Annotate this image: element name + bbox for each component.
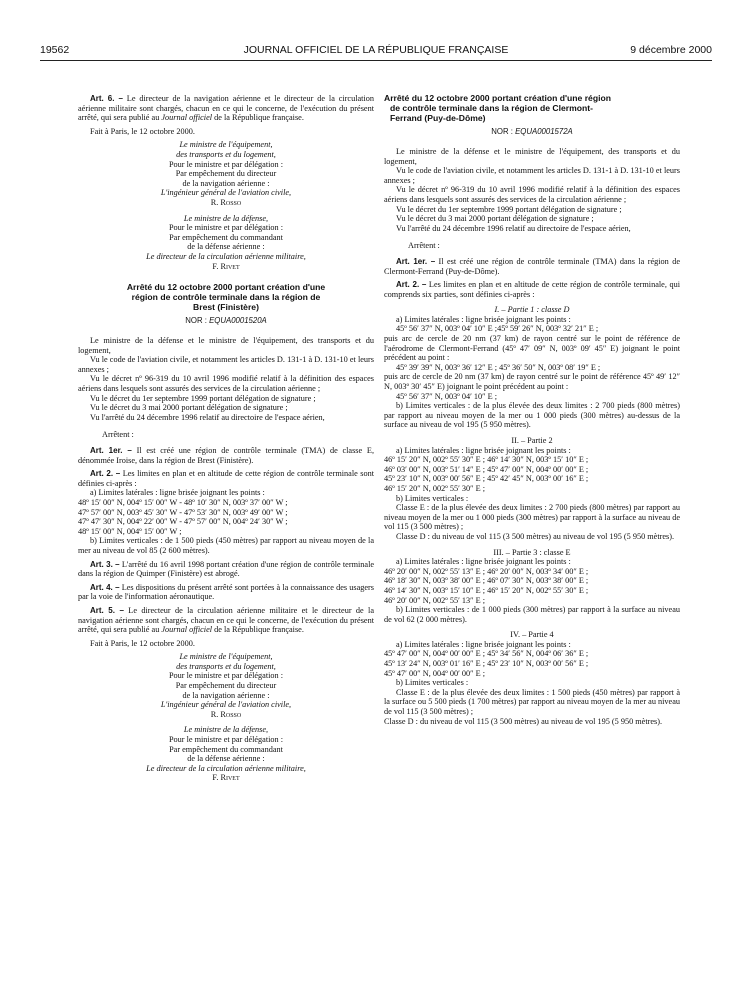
part-4-points: 45º 47′ 00″ N, 004º 00′ 00″ E ; 45º 34′ 56″ N, 004º 06′ 36″ E ; 45º 13′ 24″ N, 003º 01′ 16″ E ; 45º 23′ 10″ N, 003º 00′ 56″ E ; 45º 47′ 00″ N, 004º 00′ 00″ E ; bbox=[384, 649, 589, 678]
part-2-vertical: b) Limites verticales : bbox=[396, 493, 469, 503]
part-1-arc-2: puis arc de cercle de 20 nm (37 km) de rayon centré sur le point de référence 45º 49′ 12″ N, 003º 30′ 45″ E) joignant le point précédent au point : bbox=[384, 372, 680, 392]
part-1-arc-1: puis arc de cercle de 20 nm (37 km) de rayon centré sur le point de référence de l'aérodrome de Clermont-Ferrand (45º 47′ 09″ N, 003º 09′ 45″ E) joignant le point précédent au point : bbox=[384, 334, 680, 363]
decree-title-brest: Arrêté du 12 octobre 2000 portant création d'une région de contrôle terminale dans la région de Brest (Finistère) bbox=[126, 282, 326, 312]
part-4-vertical: b) Limites verticales : bbox=[396, 678, 469, 688]
page-header bbox=[40, 44, 712, 60]
part-4-classe-d: Classe D : du niveau de vol 115 (3 500 mètres) au niveau de vol 195 (5 950 mètres). bbox=[384, 716, 663, 726]
right-column bbox=[384, 94, 680, 726]
journal-title: JOURNAL OFFICIEL DE LA RÉPUBLIQUE FRANÇAISE bbox=[243, 44, 509, 56]
decree-title-clermont: Arrêté du 12 octobre 2000 portant création d'une région de contrôle terminale dans la région de Clermont- Ferrand (Puy-de-Dôme) bbox=[384, 93, 611, 123]
signature-equipement: Le ministre de l'équipement, des transports et du logement, Pour le ministre et par délégation : Par empêchement du directeur de la navigation aérienne : L'ingénieur général de l'aviation civile, R. Rosso bbox=[160, 140, 292, 207]
part-3-lateral: a) Limites latérales : ligne brisée joignant les points : bbox=[396, 557, 571, 567]
part-3-vertical: b) Limites verticales : de 1 000 pieds (300 mètres) par rapport à la surface au niveau de vol 62 (2 000 mètres). bbox=[384, 605, 680, 624]
article-2: Art. 2. – Les limites en plan et en altitude de cette région de contrôle terminale sont définies ci-après : bbox=[78, 469, 375, 488]
part-2-points: 46º 15′ 20″ N, 002º 55′ 30″ E ; 46º 14′ 30″ N, 003º 15′ 10″ E ; 46º 03′ 00″ N, 003º 51′ 14″ E ; 45º 47′ 00″ N, 004º 00′ 00″ E ; 45º 23′ 10″ N, 003º 00′ 56″ E ; 45º 42′ 45″ N, 003º 00′ 16″ E ; 46º 15′ 20″ N, 002º 55′ 30″ E ; bbox=[384, 455, 589, 493]
preamble: Le ministre de la défense et le ministre de l'équipement, des transports et du logement, Vu le code de l'aviation civile, et notamment les articles D. 131-1 à D. 131-10 et leurs annexes ; Vu le décret nº 96-319 du 10 avril 1996 modifié relatif à la définition des espaces aériens dans lesquels sont assurés des services de la circulation aérienne ; Vu le décret du 1er septembre 1999 portant délégation de signature ; Vu le décret du 3 mai 2000 portant délégation de signature ; Vu l'arrêté du 24 décembre 1996 relatif au directoire de l'espace aérien, bbox=[78, 336, 374, 422]
part-4-lateral: a) Limites latérales : ligne brisée joignant les points : bbox=[396, 639, 571, 649]
arretent-2: Arrêtent : bbox=[408, 241, 440, 251]
part-1-points-3: 45º 56′ 37″ N, 003º 04′ 10″ E ; bbox=[396, 391, 498, 401]
part-1-vertical: b) Limites verticales : de la plus élevée des deux limites : 2 700 pieds (800 mètres) par rapport au niveau moyen de la mer ou 1 000 pieds (300 mètres) au-dessus de la surface au niveau de vol 195 (5 950 mètres). bbox=[384, 401, 680, 430]
article-5: Art. 5. – Le directeur de la circulation aérienne militaire et le directeur de la navigation aérienne sont chargés, chacun en ce qui le concerne, de l'exécution du présent arrêté, qui sera publié au Journal officiel de la République française. bbox=[78, 605, 375, 635]
nor-reference-2: NOR : EQUA0001572A bbox=[491, 127, 573, 137]
part-4-title: IV. – Partie 4 bbox=[510, 630, 554, 640]
part-3-points: 46º 20′ 00″ N, 002º 55′ 13″ E ; 46º 20′ 00″ N, 003º 34′ 00″ E ; 46º 18′ 30″ N, 003º 38′ 00″ E ; 46º 07′ 30″ N, 003º 38′ 00″ E ; 46º 14′ 30″ N, 003º 15′ 10″ E ; 46º 15′ 20″ N, 002º 55′ 30″ E ; 46º 20′ 00″ N, 002º 55′ 13″ E ; bbox=[384, 566, 589, 605]
lateral-limits: a) Limites latérales : ligne brisée joignant les points : bbox=[90, 488, 265, 498]
part-1-lateral: a) Limites latérales : ligne brisée joignant les points : bbox=[396, 314, 571, 324]
header-rule bbox=[40, 60, 712, 61]
fait-a-paris-2: Fait à Paris, le 12 octobre 2000. bbox=[90, 638, 195, 648]
signature-defense-2: Le ministre de la défense, Pour le ministre et par délégation : Par empêchement du commandant de la défense aérienne : Le directeur de la circulation aérienne militaire, F. Rivet bbox=[146, 725, 306, 783]
article-4: Art. 4. – Les dispositions du présent arrêté sont portées à la connaissance des usagers par la voie de l'information aéronautique. bbox=[78, 582, 375, 602]
part-2-lateral: a) Limites latérales : ligne brisée joignant les points : bbox=[396, 445, 571, 455]
part-2-title: II. – Partie 2 bbox=[511, 436, 553, 446]
signature-defense: Le ministre de la défense, Pour le ministre et par délégation : Par empêchement du commandant de la défense aérienne : Le directeur de la circulation aérienne militaire, F. Rivet bbox=[146, 213, 306, 271]
article-2-clermont: Art. 2. – Les limites en plan et en altitude de cette région de contrôle terminale, qui comprends six parties, sont définies ci-après : bbox=[384, 280, 681, 299]
nor-reference: NOR : EQUA0001520A bbox=[185, 316, 267, 326]
points-list: 48º 15′ 00″ N, 004º 15′ 00″ W - 48º 10′ 30″ N, 003º 37′ 00″ W ; 47º 57′ 00″ N, 003º 45′ 30″ W - 47º 53′ 30″ N, 003º 49′ 00″ W ; 47º 47′ 30″ N, 004º 22′ 00″ W - 47º 57′ 00″ N, 004º 24′ 30″ W ; 48º 15′ 00″ N, 004º 15′ 00″ W ; bbox=[78, 497, 288, 536]
article-3: Art. 3. – L'arrêté du 16 avril 1998 portant création d'une région de contrôle terminale dans la région de Quimper (Finistère) est abrogé. bbox=[78, 559, 375, 579]
part-2-classe-e: Classe E : de la plus élevée des deux limites : 2 700 pieds (800 mètres) par rapport au niveau moyen de la mer ou 1 000 pieds (300 mètres) par rapport à la surface au niveau de vol 115 (3 500 mètres) ; bbox=[384, 503, 680, 532]
part-4-classe-e: Classe E : de la plus élevée des deux limites : 1 500 pieds (450 mètres) par rapport à la surface ou 5 500 pieds (1 700 mètres) par rapport au niveau moyen de la mer au niveau de vol 115 (3 500 mètres) ; bbox=[384, 687, 680, 717]
arretent: Arrêtent : bbox=[102, 430, 134, 440]
fait-a-paris: Fait à Paris, le 12 octobre 2000. bbox=[90, 126, 195, 136]
issue-date: 9 décembre 2000 bbox=[630, 44, 712, 56]
article-1: Art. 1er. – Il est créé une région de contrôle terminale (TMA) de classe E, dénommée Iroise, dans la région de Brest (Finistère). bbox=[78, 446, 375, 465]
part-2-classe-d: Classe D : du niveau de vol 115 (3 500 mètres) au niveau de vol 195 (5 950 mètres). bbox=[396, 531, 675, 541]
part-1-title: I. – Partie 1 : classe D bbox=[494, 305, 570, 315]
page-number: 19562 bbox=[40, 44, 70, 56]
preamble-2: Le ministre de la défense et le ministre de l'équipement, des transports et du logement, Vu le code de l'aviation civile, et notamment les articles D. 131-1 à D. 131-10 et leurs annexes ; Vu le décret nº 96-319 du 10 avril 1996 modifié relatif à la définition des espaces aériens dans lesquels sont assurés des services de la circulation aérienne ; Vu le décret du 1er septembre 1999 portant délégation de signature ; Vu le décret du 3 mai 2000 portant délégation de signature ; Vu l'arrêté du 24 décembre 1996 relatif au directoire de l'espace aérien, bbox=[384, 146, 680, 233]
part-1-points-2: 45º 39′ 39″ N, 003º 36′ 12″ E ; 45º 36′ 50″ N, 003º 08′ 19″ E ; bbox=[396, 362, 601, 372]
signature-equipement-2: Le ministre de l'équipement, des transports et du logement, Pour le ministre et par délégation : Par empêchement du directeur de la navigation aérienne : L'ingénieur général de l'aviation civile, R. Rosso bbox=[160, 652, 292, 719]
part-1-points-1: 45º 56′ 37″ N, 003º 04′ 10″ E ;45º 59′ 26″ N, 003º 32′ 21″ E ; bbox=[396, 324, 599, 334]
part-3-title: III. – Partie 3 : classe E bbox=[493, 547, 571, 557]
article-1-clermont: Art. 1er. – Il est créé une région de contrôle terminale (TMA) dans la région de Clermont-Ferrand (Puy-de-Dôme). bbox=[384, 256, 680, 276]
article-6: Art. 6. – Le directeur de la navigation aérienne et le directeur de la circulation aérienne militaire sont chargés, chacun en ce qui le concerne, de l'exécution du présent arrêté, qui sera publié au Journal officiel de la République française. bbox=[78, 94, 374, 123]
left-column bbox=[78, 94, 374, 783]
vertical-limits: b) Limites verticales : de 1 500 pieds (450 mètres) par rapport au niveau moyen de la mer au niveau de vol 85 (2 600 mètres). bbox=[78, 536, 374, 555]
